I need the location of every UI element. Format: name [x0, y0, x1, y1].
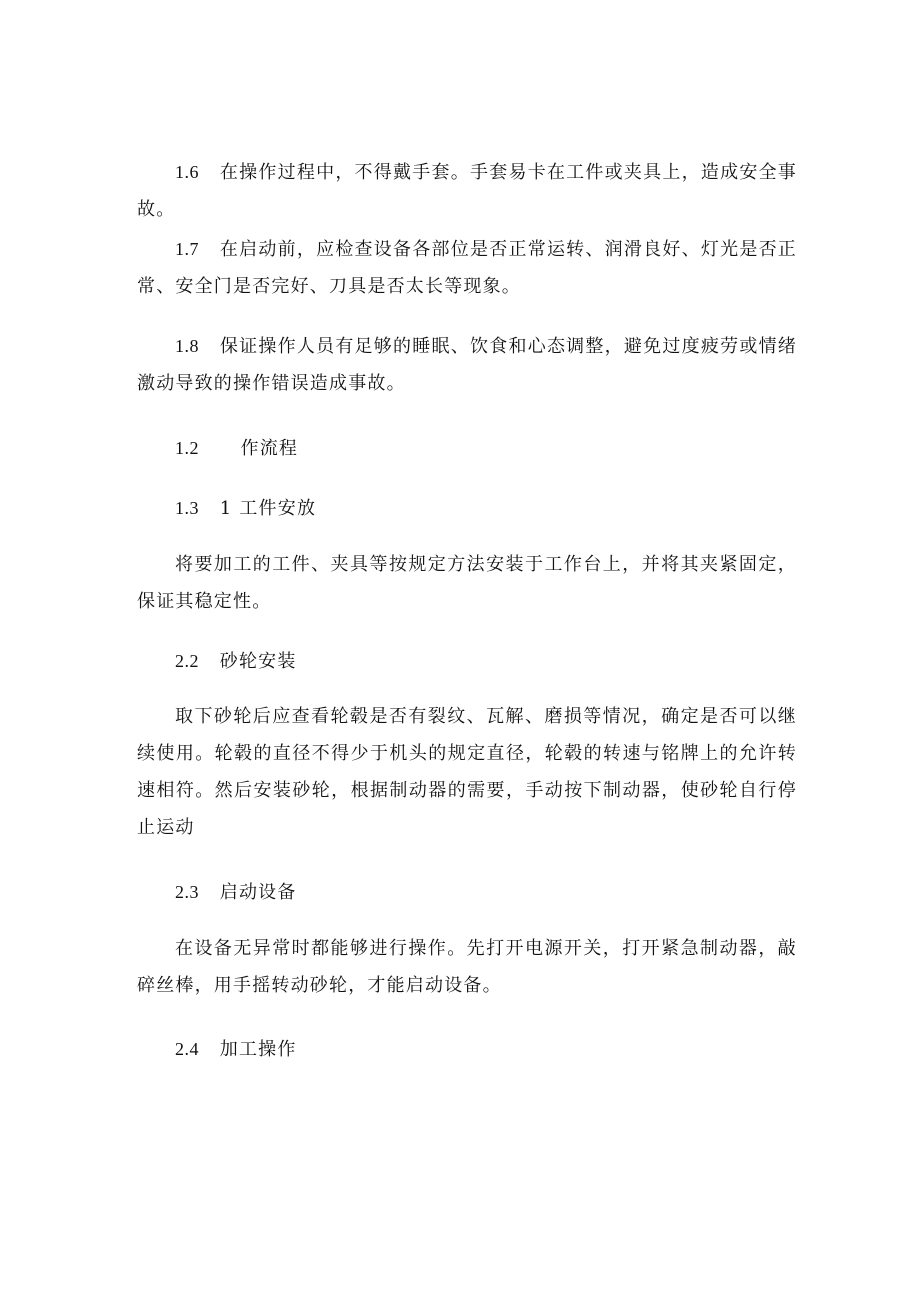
paragraph-number: 1.7 — [175, 239, 199, 259]
paragraph-text: 保证操作人员有足够的睡眠、饮食和心态调整，避免过度疲劳或情绪激动导致的操作错误造成事故。 — [137, 336, 798, 394]
heading-number: 2.4 — [175, 1039, 199, 1059]
paragraph-1-8 — [137, 328, 797, 402]
paragraph-number: 1.8 — [175, 336, 199, 356]
paragraph-wheel-install: 取下砂轮后应查看轮毂是否有裂纹、瓦解、磨损等情况，确定是否可以继续使用。轮毂的直径不得少于机头的规定直径，轮毂的转速与铭牌上的允许转速相符。然后安装砂轮，根据制动器的需要，手动按下制动器，使砂轮自行停止运动 — [137, 706, 797, 838]
heading-text: 启动设备 — [219, 882, 297, 903]
paragraph-start-device: 在设备无异常时都能够进行操作。先打开电源开关，打开紧急制动器，敲碎丝棒，用手摇转动砂轮，才能启动设备。 — [137, 938, 797, 996]
paragraph-number: 1.6 — [175, 162, 199, 182]
paragraph-1-7 — [137, 231, 797, 305]
section-heading-2-4 — [137, 1031, 797, 1068]
heading-text: 加工操作 — [219, 1039, 297, 1060]
section-heading-2-2 — [137, 643, 797, 680]
heading-text: 作流程 — [240, 438, 299, 459]
paragraph-text: 在操作过程中，不得戴手套。手套易卡在工件或夹具上，造成安全事故。 — [137, 162, 798, 220]
paragraph-workpiece: 将要加工的工件、夹具等按规定方法安装于工作台上，并将其夹紧固定，保证其稳定性。 — [137, 554, 797, 612]
paragraph-text: 在启动前，应检查设备各部位是否正常运转、润滑良好、灯光是否正常、安全门是否完好、刀具是否太长等现象。 — [137, 239, 798, 297]
heading-number: 1.3 — [175, 498, 199, 518]
section-heading-2-3 — [137, 874, 797, 911]
heading-number: 2.2 — [175, 651, 199, 671]
heading-number: 2.3 — [175, 882, 199, 902]
heading-number: 1.2 — [175, 438, 199, 458]
heading-text: 砂轮安装 — [219, 651, 297, 672]
heading-text: 1 工件安放 — [219, 498, 317, 519]
section-heading-1-2 — [137, 430, 797, 467]
paragraph-1-6 — [137, 154, 797, 228]
section-heading-1-3 — [137, 490, 797, 527]
